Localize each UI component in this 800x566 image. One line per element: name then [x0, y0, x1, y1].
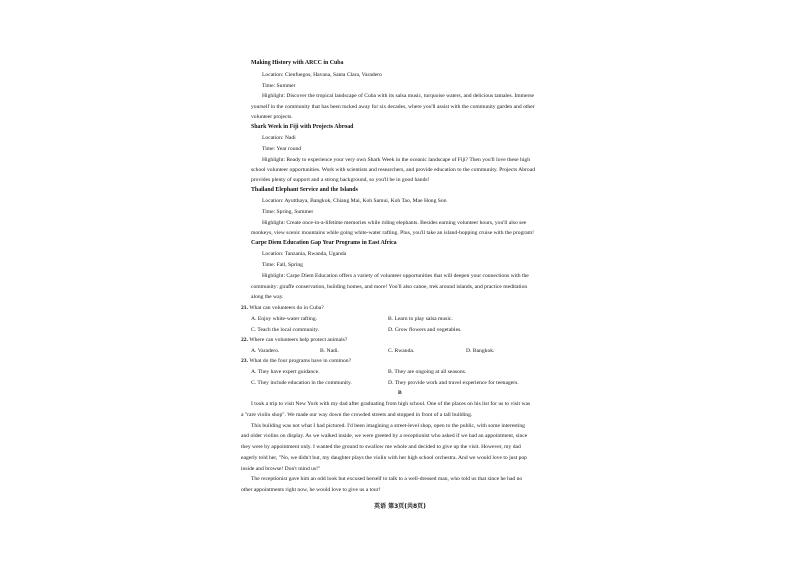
- option-a[interactable]: A. Varadero.: [251, 348, 280, 354]
- question-22: [241, 337, 347, 344]
- program-highlight-line: volunteer projects.: [251, 114, 293, 120]
- option-c[interactable]: C. Teach the local community.: [251, 327, 320, 333]
- passage-line: and older violins on display. As we walked inside, we were greeted by a receptionist who asked if we had an appointment, since: [241, 433, 528, 439]
- program-highlight-line: Highlight: Create once-in-a-lifetime memories while riding elephants. Besides earning volunteer hours, you'll also see: [262, 220, 527, 226]
- option-a[interactable]: A. They have expert guidance.: [251, 369, 320, 375]
- option-c[interactable]: C. Rwanda.: [388, 348, 415, 354]
- program-title: Shark Week in Fiji with Projects Abroad: [251, 124, 354, 130]
- program-title: Thailand Elephant Service and the Islands: [251, 187, 358, 193]
- passage-line: I took a trip to visit New York with my dad after graduating from high school. One of the places on his list for us to visit was: [251, 401, 531, 407]
- option-b[interactable]: B. Learn to play salsa music.: [388, 316, 453, 322]
- question-stem: What do the four programs have in common?: [249, 358, 352, 364]
- program-highlight-line: monkeys, view scenic mountains while going white-water rafting. Plus, you'll take an island-hopping cruise with the program!: [251, 230, 534, 236]
- question-stem: Where can volunteers help protect animals?: [249, 337, 348, 343]
- program-location: Location: Nadi: [262, 135, 296, 141]
- program-time: Time: Spring, Summer: [262, 209, 314, 215]
- option-d[interactable]: D. Bangkok.: [466, 348, 495, 354]
- section-heading: B: [398, 390, 402, 396]
- program-highlight-line: provides plenty of support and a strong background, so you'll be in good hands!: [251, 177, 430, 183]
- program-highlight-line: Highlight: Discover the tropical landscape of Cuba with its salsa music, turquoise waters, and delicious tamales. Immerse: [262, 93, 535, 99]
- question-21: [241, 305, 324, 312]
- program-location: Location: Tanzania, Rwanda, Uganda: [262, 251, 347, 257]
- passage-line: inside and browse! Don't mind us!": [241, 466, 321, 472]
- program-time: Time: Fall, Spring: [262, 262, 303, 268]
- program-location: Location: Ayutthaya, Bangkok, Chiang Mai, Koh Samui, Koh Tao, Mae Hong Son: [262, 198, 447, 204]
- option-c[interactable]: C. They include education in the community.: [251, 380, 352, 386]
- question-number: 23.: [241, 358, 248, 364]
- program-time: Time: Year round: [262, 146, 302, 152]
- program-highlight-line: yourself in the community that has been tucked away for six decades, where you'll assist with the community garden and other: [251, 104, 535, 110]
- passage-line: eagerly told her, "No, we didn't but, my daughter plays the violin with her high school orchestra. And we would love to just pop: [241, 455, 527, 461]
- program-location: Location: Cienfuegos, Havana, Santa Clara, Varadero: [262, 72, 382, 78]
- option-d[interactable]: D. Grow flowers and vegetables.: [388, 327, 462, 333]
- program-highlight-line: Highlight: Carpe Diem Education offers a variety of volunteer opportunities that will deepen your connections with the: [262, 273, 529, 279]
- program-highlight-line: Highlight: Ready to experience your very own Shark Week in the oceanic landscape of Fiji? Then you'll love these high: [262, 157, 530, 163]
- question-stem: What can volunteers do in Cuba?: [249, 305, 324, 311]
- program-title: Making History with ARCC in Cuba: [251, 60, 344, 66]
- question-number: 22.: [241, 337, 248, 343]
- page-footer: 英语 第3页(共8页): [374, 503, 426, 510]
- passage-line: other appointments right now, he would love to give us a tour!: [241, 487, 381, 493]
- passage-line: The receptionist gave him an odd look but excused herself to talk to a well-dressed man, who told us that since he had no: [251, 476, 523, 482]
- program-highlight-line: community: giraffe conservation, building homes, and more! You'll also canoe, trek around islands, and practice meditation: [251, 284, 528, 290]
- program-time: Time: Summer: [262, 83, 296, 89]
- program-title: Carpe Diem Education Gap Year Programs in East Africa: [251, 240, 397, 246]
- option-b[interactable]: B. They are ongoing at all seasons.: [388, 369, 467, 375]
- option-d[interactable]: D. They provide work and travel experience for teenagers.: [388, 380, 519, 386]
- option-b[interactable]: B. Nadi.: [320, 348, 339, 354]
- passage-line: a "rare violin shop". We made our way down the crowded streets and stopped in front of a tall building.: [241, 412, 473, 418]
- passage-line: they were by appointment only. I wanted the ground to swallow me whole and decided to give up the visit. However, my dad: [241, 444, 521, 450]
- question-number: 21.: [241, 305, 248, 311]
- question-23: [241, 358, 351, 365]
- program-highlight-line: school volunteer opportunities. Work with scientists and researchers, and provide education to the community. Projects Abroad: [251, 167, 535, 173]
- program-highlight-line: along the way.: [251, 294, 284, 300]
- passage-line: This building was not what I had pictured. I'd been imagining a street-level shop, open to the public, with some interesting: [251, 423, 525, 429]
- option-a[interactable]: A. Enjoy white-water rafting.: [251, 316, 318, 322]
